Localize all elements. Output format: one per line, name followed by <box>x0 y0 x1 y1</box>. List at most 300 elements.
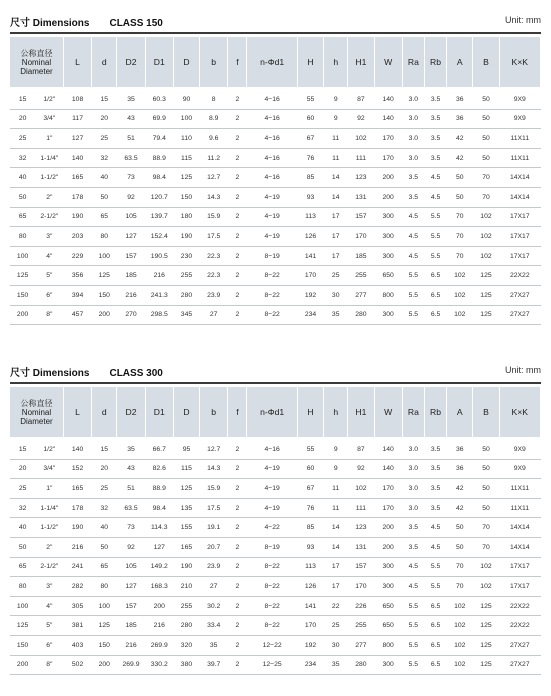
table-cell: 4−19 <box>247 207 297 227</box>
table-cell: 155 <box>173 518 199 538</box>
table-cell: 168.3 <box>145 577 173 597</box>
col-header-b: b <box>200 387 228 437</box>
table-cell: 5.5 <box>402 305 424 325</box>
table-cell: 2 <box>228 168 247 188</box>
table-cell: 93 <box>297 187 323 207</box>
table-cell: 2 <box>228 557 247 577</box>
table-cell: 102 <box>348 479 374 499</box>
table-cell: 2 <box>228 305 247 325</box>
table-cell: 50 <box>92 537 117 557</box>
nominal-en2: Diameter <box>20 416 53 426</box>
table-cell: 185 <box>117 616 145 636</box>
table-cell: 1-1/2" <box>35 168 63 188</box>
table-cell: 102 <box>473 227 499 247</box>
table-cell: 5.5 <box>424 557 446 577</box>
table-cell: 36 <box>447 459 473 479</box>
table-cell: 4−16 <box>247 148 297 168</box>
col-header-h: h <box>324 37 348 87</box>
table-cell: 35 <box>324 305 348 325</box>
table-row <box>10 285 541 305</box>
table-cell: 170 <box>374 148 402 168</box>
table-cell: 110 <box>173 129 199 149</box>
table-cell: 3.5 <box>424 148 446 168</box>
table-cell: 3" <box>35 577 63 597</box>
table-cell: 17.5 <box>200 498 228 518</box>
table-row <box>10 437 541 459</box>
col-header-W: W <box>374 37 402 87</box>
table-cell: 150 <box>92 635 117 655</box>
nominal-en1: Nominal <box>21 407 52 417</box>
table-cell: 3/4" <box>35 109 63 129</box>
table-cell: 9 <box>324 437 348 459</box>
table-cell: 2 <box>228 577 247 597</box>
table-cell: 131 <box>348 537 374 557</box>
table-cell: 4.5 <box>402 246 424 266</box>
col-header-f: f <box>228 37 247 87</box>
class-label: CLASS 150 <box>109 18 163 29</box>
table-cell: 14 <box>324 187 348 207</box>
table-cell: 23.9 <box>200 557 228 577</box>
table-cell: 11X11 <box>499 498 540 518</box>
table-cell: 5.5 <box>424 207 446 227</box>
table-cell: 200 <box>92 655 117 675</box>
table-cell: 17X17 <box>499 207 540 227</box>
table-cell: 200 <box>10 655 35 675</box>
table-cell: 15 <box>92 437 117 459</box>
table-cell: 22X22 <box>499 596 540 616</box>
table-cell: 126 <box>297 577 323 597</box>
table-row <box>10 616 541 636</box>
table-cell: 255 <box>173 266 199 286</box>
table-cell: 102 <box>447 285 473 305</box>
table-cell: 255 <box>173 596 199 616</box>
col-header-KxK: K×K <box>499 37 540 87</box>
table-cell: 11 <box>324 129 348 149</box>
table-cell: 125 <box>10 616 35 636</box>
table-cell: 3.5 <box>402 187 424 207</box>
table-cell: 200 <box>10 305 35 325</box>
table-cell: 51 <box>117 129 145 149</box>
table-cell: 3.0 <box>402 437 424 459</box>
table-cell: 8" <box>35 305 63 325</box>
table-cell: 30.2 <box>200 596 228 616</box>
table-cell: 280 <box>348 305 374 325</box>
table-cell: 2 <box>228 518 247 538</box>
table-cell: 87 <box>348 87 374 109</box>
col-header-D1: D1 <box>145 387 173 437</box>
table-cell: 4−19 <box>247 498 297 518</box>
table-cell: 92 <box>348 459 374 479</box>
table-cell: 22X22 <box>499 616 540 636</box>
table-cell: 8−19 <box>247 246 297 266</box>
table-cell: 70 <box>473 187 499 207</box>
table-cell: 140 <box>63 148 91 168</box>
table-cell: 150 <box>92 285 117 305</box>
table-cell: 6" <box>35 635 63 655</box>
table-cell: 50 <box>473 437 499 459</box>
table-cell: 300 <box>374 577 402 597</box>
table-cell: 14X14 <box>499 187 540 207</box>
table-cell: 4" <box>35 246 63 266</box>
table-cell: 3.0 <box>402 459 424 479</box>
table-cell: 192 <box>297 635 323 655</box>
table-cell: 8−22 <box>247 305 297 325</box>
table-cell: 8−22 <box>247 577 297 597</box>
table-cell: 2 <box>228 285 247 305</box>
table-cell: 17X17 <box>499 557 540 577</box>
table-cell: 165 <box>173 537 199 557</box>
table-cell: 14 <box>324 168 348 188</box>
table-cell: 2 <box>228 635 247 655</box>
table-cell: 127 <box>117 577 145 597</box>
table-cell: 102 <box>447 305 473 325</box>
table-cell: 102 <box>447 596 473 616</box>
table-cell: 4−19 <box>247 227 297 247</box>
table-cell: 6.5 <box>424 305 446 325</box>
table-cell: 20.7 <box>200 537 228 557</box>
table-cell: 3/4" <box>35 459 63 479</box>
col-header-D2: D2 <box>117 37 145 87</box>
table-cell: 40 <box>92 168 117 188</box>
table-cell: 190.5 <box>145 246 173 266</box>
table-cell: 4−19 <box>247 459 297 479</box>
table-cell: 650 <box>374 266 402 286</box>
table-cell: 178 <box>63 187 91 207</box>
table-cell: 70 <box>473 168 499 188</box>
table-cell: 2 <box>228 459 247 479</box>
table-cell: 35 <box>117 437 145 459</box>
table-cell: 4−16 <box>247 109 297 129</box>
table-cell: 8−22 <box>247 266 297 286</box>
table-row <box>10 305 541 325</box>
table-cell: 125 <box>92 266 117 286</box>
table-cell: 42 <box>447 129 473 149</box>
table-cell: 8−19 <box>247 537 297 557</box>
table-cell: 70 <box>447 207 473 227</box>
table-cell: 280 <box>173 285 199 305</box>
table-cell: 234 <box>297 305 323 325</box>
table-cell: 70 <box>473 537 499 557</box>
table-cell: 125 <box>10 266 35 286</box>
table-cell: 50 <box>447 518 473 538</box>
table-cell: 380 <box>173 655 199 675</box>
table-cell: 25 <box>92 129 117 149</box>
table-cell: 80 <box>10 577 35 597</box>
table-cell: 43 <box>117 109 145 129</box>
table-cell: 115 <box>173 148 199 168</box>
table-header-row <box>10 37 541 87</box>
table-cell: 277 <box>348 635 374 655</box>
table-cell: 40 <box>10 168 35 188</box>
table-cell: 140 <box>374 109 402 129</box>
col-header-D: D <box>173 387 199 437</box>
table-cell: 150 <box>10 635 35 655</box>
table-cell: 102 <box>473 577 499 597</box>
table-cell: 381 <box>63 616 91 636</box>
table-cell: 226 <box>348 596 374 616</box>
table-cell: 27X27 <box>499 285 540 305</box>
table-row <box>10 187 541 207</box>
table-cell: 3.0 <box>402 87 424 109</box>
table-cell: 8−22 <box>247 596 297 616</box>
table-cell: 88.9 <box>145 479 173 499</box>
table-cell: 50 <box>473 129 499 149</box>
table-cell: 356 <box>63 266 91 286</box>
table-cell: 4−16 <box>247 87 297 109</box>
table-cell: 92 <box>348 109 374 129</box>
dimensions-table <box>10 387 541 675</box>
table-header-row <box>10 387 541 437</box>
col-header-A: A <box>447 387 473 437</box>
table-cell: 3.5 <box>402 537 424 557</box>
table-cell: 32 <box>92 148 117 168</box>
table-cell: 135 <box>173 498 199 518</box>
table-cell: 157 <box>348 207 374 227</box>
table-cell: 8.9 <box>200 109 228 129</box>
table-cell: 5.5 <box>402 635 424 655</box>
table-cell: 65 <box>10 557 35 577</box>
table-cell: 394 <box>63 285 91 305</box>
table-cell: 8−22 <box>247 557 297 577</box>
table-row <box>10 227 541 247</box>
table-cell: 30 <box>324 285 348 305</box>
header-rule <box>10 382 541 384</box>
table-cell: 80 <box>92 577 117 597</box>
table-cell: 100 <box>10 246 35 266</box>
table-cell: 73 <box>117 518 145 538</box>
table-cell: 4−19 <box>247 479 297 499</box>
table-cell: 55 <box>297 437 323 459</box>
table-cell: 14X14 <box>499 518 540 538</box>
table-cell: 50 <box>10 537 35 557</box>
table-cell: 50 <box>473 148 499 168</box>
table-cell: 6.5 <box>424 655 446 675</box>
table-cell: 6.5 <box>424 285 446 305</box>
table-cell: 85 <box>297 168 323 188</box>
table-cell: 76 <box>297 498 323 518</box>
table-cell: 229 <box>63 246 91 266</box>
table-cell: 90 <box>173 87 199 109</box>
table-cell: 35 <box>117 87 145 109</box>
table-cell: 300 <box>374 227 402 247</box>
table-cell: 67 <box>297 479 323 499</box>
table-cell: 105 <box>117 557 145 577</box>
table-cell: 3.0 <box>402 129 424 149</box>
table-cell: 280 <box>173 616 199 636</box>
table-cell: 650 <box>374 596 402 616</box>
table-cell: 152 <box>63 459 91 479</box>
table-cell: 330.2 <box>145 655 173 675</box>
table-cell: 2 <box>228 129 247 149</box>
table-cell: 1" <box>35 479 63 499</box>
table-cell: 36 <box>447 109 473 129</box>
col-header-nd1: n-Φd1 <box>247 387 297 437</box>
dimensions-table <box>10 37 541 325</box>
table-cell: 170 <box>297 266 323 286</box>
table-cell: 457 <box>63 305 91 325</box>
table-cell: 3.5 <box>424 109 446 129</box>
table-cell: 70 <box>473 518 499 538</box>
table-cell: 20 <box>92 459 117 479</box>
table-cell: 125 <box>473 655 499 675</box>
table-cell: 190 <box>63 518 91 538</box>
table-row <box>10 87 541 109</box>
table-cell: 50 <box>473 479 499 499</box>
table-cell: 17 <box>324 207 348 227</box>
table-cell: 114.3 <box>145 518 173 538</box>
table-cell: 3.5 <box>402 168 424 188</box>
table-cell: 200 <box>92 305 117 325</box>
table-cell: 157 <box>348 557 374 577</box>
table-cell: 4.5 <box>424 187 446 207</box>
table-cell: 139.7 <box>145 207 173 227</box>
table-cell: 113 <box>297 207 323 227</box>
table-cell: 27X27 <box>499 635 540 655</box>
table-cell: 27X27 <box>499 655 540 675</box>
table-cell: 22.3 <box>200 266 228 286</box>
table-cell: 4.5 <box>402 227 424 247</box>
table-cell: 9X9 <box>499 459 540 479</box>
table-cell: 131 <box>348 187 374 207</box>
table-cell: 102 <box>348 129 374 149</box>
table-cell: 14.3 <box>200 187 228 207</box>
table-cell: 5.5 <box>424 227 446 247</box>
table-cell: 300 <box>374 557 402 577</box>
table-cell: 4−16 <box>247 168 297 188</box>
table-cell: 3.0 <box>402 109 424 129</box>
table-cell: 123 <box>348 518 374 538</box>
table-cell: 60 <box>297 459 323 479</box>
table-cell: 300 <box>374 246 402 266</box>
table-cell: 17 <box>324 246 348 266</box>
table-cell: 2 <box>228 437 247 459</box>
table-cell: 17X17 <box>499 246 540 266</box>
table-row <box>10 596 541 616</box>
table-cell: 100 <box>92 596 117 616</box>
table-cell: 4.5 <box>402 577 424 597</box>
table-cell: 32 <box>92 498 117 518</box>
section-header <box>10 12 541 32</box>
table-cell: 98.4 <box>145 498 173 518</box>
table-cell: 127 <box>63 129 91 149</box>
table-cell: 157 <box>117 246 145 266</box>
table-cell: 11 <box>324 498 348 518</box>
table-cell: 216 <box>145 616 173 636</box>
col-header-B: B <box>473 37 499 87</box>
table-cell: 2 <box>228 596 247 616</box>
table-cell: 12−25 <box>247 655 297 675</box>
table-cell: 65 <box>92 207 117 227</box>
table-cell: 140 <box>374 437 402 459</box>
table-cell: 40 <box>10 518 35 538</box>
table-cell: 4.5 <box>424 168 446 188</box>
table-cell: 15 <box>10 87 35 109</box>
table-cell: 111 <box>348 498 374 518</box>
table-cell: 92 <box>117 537 145 557</box>
table-cell: 102 <box>447 266 473 286</box>
col-header-H1: H1 <box>348 387 374 437</box>
table-cell: 300 <box>374 305 402 325</box>
table-cell: 170 <box>374 498 402 518</box>
table-cell: 190 <box>173 227 199 247</box>
section-title: 尺寸 Dimensions CLASS 150 <box>10 18 163 29</box>
table-cell: 5.5 <box>424 577 446 597</box>
table-cell: 100 <box>173 109 199 129</box>
table-cell: 170 <box>297 616 323 636</box>
table-cell: 234 <box>297 655 323 675</box>
table-cell: 55 <box>297 87 323 109</box>
table-cell: 125 <box>473 616 499 636</box>
table-cell: 141 <box>297 246 323 266</box>
nominal-en2: Diameter <box>20 66 53 76</box>
table-cell: 3.5 <box>424 437 446 459</box>
table-cell: 300 <box>374 207 402 227</box>
table-cell: 200 <box>374 168 402 188</box>
table-cell: 650 <box>374 616 402 636</box>
table-cell: 80 <box>92 227 117 247</box>
table-cell: 123 <box>348 168 374 188</box>
table-cell: 102 <box>447 655 473 675</box>
table-cell: 36 <box>447 437 473 459</box>
table-cell: 82.6 <box>145 459 173 479</box>
table-cell: 50 <box>473 459 499 479</box>
table-cell: 11.2 <box>200 148 228 168</box>
table-cell: 43 <box>117 459 145 479</box>
col-header-L: L <box>63 37 91 87</box>
table-cell: 4−16 <box>247 129 297 149</box>
table-cell: 20 <box>10 459 35 479</box>
table-cell: 12.7 <box>200 168 228 188</box>
table-cell: 127 <box>117 227 145 247</box>
table-cell: 50 <box>10 187 35 207</box>
table-cell: 27 <box>200 305 228 325</box>
table-cell: 2 <box>228 655 247 675</box>
table-cell: 185 <box>348 246 374 266</box>
table-cell: 3.5 <box>424 459 446 479</box>
table-cell: 73 <box>117 168 145 188</box>
table-cell: 113 <box>297 557 323 577</box>
table-cell: 100 <box>92 246 117 266</box>
table-cell: 282 <box>63 577 91 597</box>
table-cell: 9X9 <box>499 437 540 459</box>
table-cell: 8" <box>35 655 63 675</box>
table-cell: 5.5 <box>402 266 424 286</box>
table-cell: 6.5 <box>424 635 446 655</box>
col-header-f: f <box>228 387 247 437</box>
table-row <box>10 459 541 479</box>
table-cell: 69.9 <box>145 109 173 129</box>
table-cell: 5" <box>35 616 63 636</box>
dimensions-section-class300 <box>10 362 541 675</box>
table-cell: 125 <box>473 596 499 616</box>
table-cell: 4−16 <box>247 437 297 459</box>
table-cell: 3.0 <box>402 479 424 499</box>
table-cell: 42 <box>447 148 473 168</box>
table-cell: 4−22 <box>247 518 297 538</box>
table-cell: 200 <box>145 596 173 616</box>
table-cell: 32 <box>10 498 35 518</box>
table-cell: 50 <box>473 87 499 109</box>
col-header-A: A <box>447 37 473 87</box>
table-cell: 50 <box>473 109 499 129</box>
nominal-diameter-header <box>10 37 63 87</box>
table-cell: 14 <box>324 518 348 538</box>
col-header-B: B <box>473 387 499 437</box>
table-cell: 150 <box>173 187 199 207</box>
table-cell: 12.7 <box>200 437 228 459</box>
table-cell: 190 <box>63 207 91 227</box>
table-cell: 141 <box>297 596 323 616</box>
